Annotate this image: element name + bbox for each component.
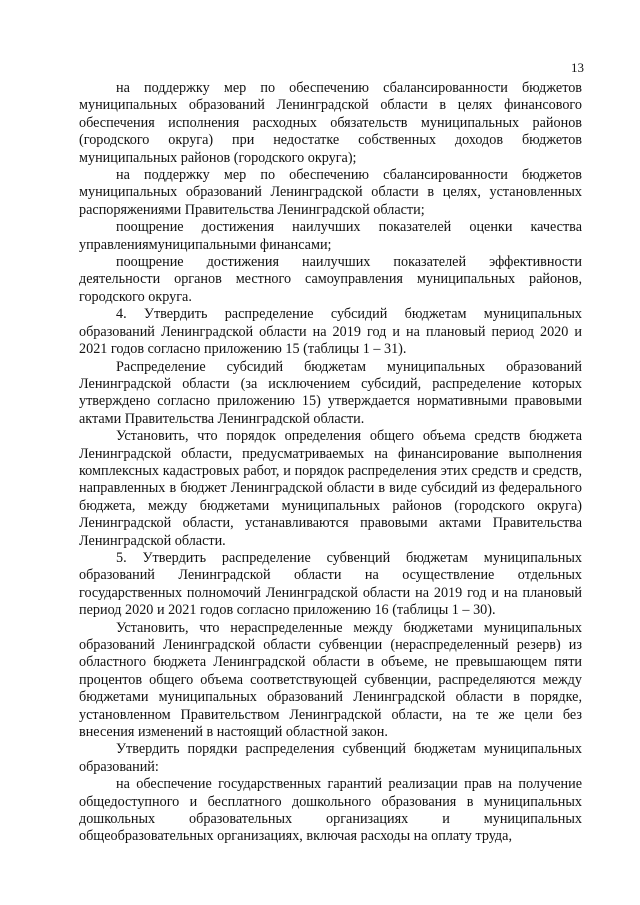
paragraph: на поддержку мер по обеспечению сбалансированности бюджетов муниципальных образований Ленинградской области в целях финансового обеспечения исполнения расходных обязательств муниципальных районов (городского округа) при недостатке собственных доходов бюджетов муниципальных районов (городского округа); <box>79 80 582 166</box>
paragraph: Утвердить порядки распределения субвенций бюджетам муниципальных образований: <box>79 741 582 775</box>
paragraph: Распределение субсидий бюджетам муниципальных образований Ленинградской области (за исключением субсидий, распределение которых утверждено согласно приложению 15) утверждается нормативными правовыми актами Правительства Ленинградской области. <box>79 358 582 427</box>
document-body <box>79 80 582 846</box>
paragraph: на поддержку мер по обеспечению сбалансированности бюджетов муниципальных образований Ленинградской области в целях, установленных распоряжениями Правительства Ленинградской области; <box>79 167 582 218</box>
paragraph: 4. Утвердить распределение субсидий бюджетам муниципальных образований Ленинградской области на 2019 год и на плановый период 2020 и 2021 годов согласно приложению 15 (таблицы 1 – 31). <box>79 306 582 358</box>
paragraph: поощрение достижения наилучших показателей эффективности деятельности органов местного самоуправления муниципальных районов, городского округа. <box>79 254 582 305</box>
paragraph: Установить, что порядок определения общего объема средств бюджета Ленинградской области, предусматриваемых на финансирование выполнения комплексных кадастровых работ, и порядок распределения этих средств и средств, направленных в бюджет Ленинградской области в виде субсидий из федерального бюджета, между бюджетами муниципальных районов (городского округа) Ленинградской области, устанавливаются правовыми актами Правительства Ленинградской области. <box>79 428 582 549</box>
paragraph: на обеспечение государственных гарантий реализации прав на получение общедоступного и бесплатного дошкольного образования в муниципальных дошкольных образовательных организациях и муниципальных общеобразовательных организациях, включая расходы на оплату труда, <box>79 776 582 845</box>
paragraph: 5. Утвердить распределение субвенций бюджетам муниципальных образований Ленинградской области на осуществление отдельных государственных полномочий Ленинградской области на 2019 год и на плановый период 2020 и 2021 годов согласно приложению 16 (таблицы 1 – 30). <box>79 549 582 619</box>
page-number: 13 <box>571 60 584 75</box>
paragraph: поощрение достижения наилучших показателей оценки качества управлениямуниципальными финансами; <box>79 219 582 253</box>
paragraph: Установить, что нераспределенные между бюджетами муниципальных образований Ленинградской области субвенции (нераспределенный резерв) из областного бюджета Ленинградской области в объеме, не превышающем пяти процентов общего объема соответствующей субвенции, распределяются между бюджетами муниципальных образований Ленинградской области в порядке, установленном Правительством Ленинградской области, на те же цели без внесения изменений в настоящий областной закон. <box>79 619 582 741</box>
